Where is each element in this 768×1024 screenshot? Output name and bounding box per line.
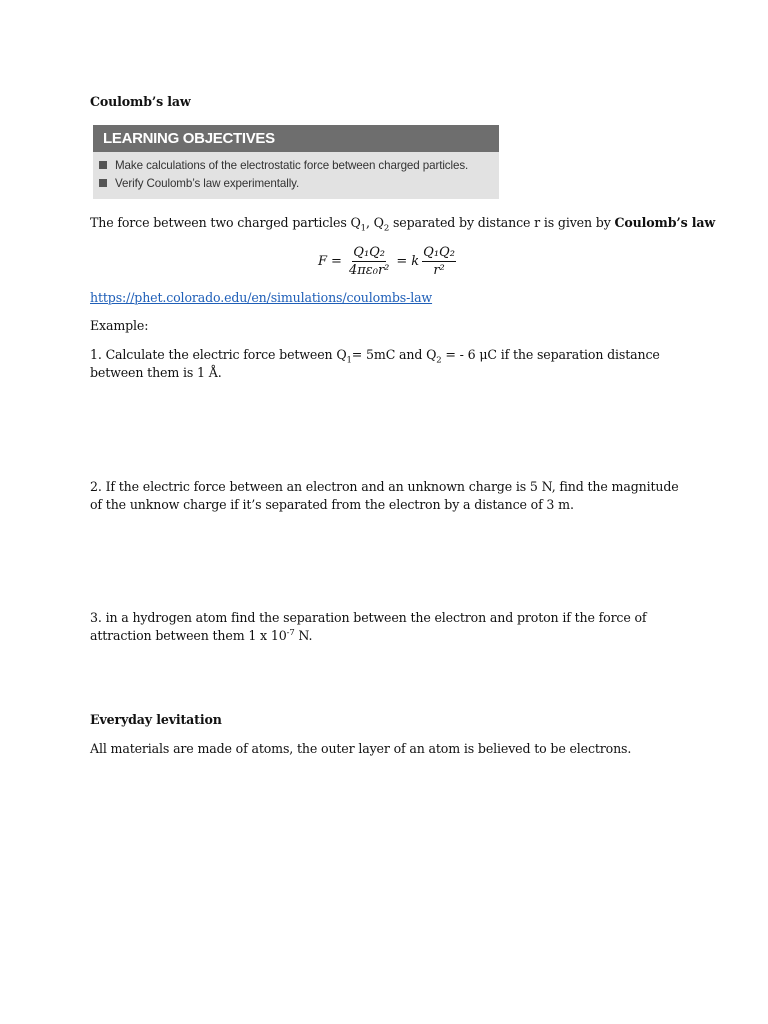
- page-heading: Coulomb’s law: [90, 94, 191, 109]
- phet-link-line: [90, 289, 680, 307]
- formula-constant-k: k: [411, 253, 420, 269]
- formula-equals: =: [331, 253, 342, 269]
- learning-objectives-title: LEARNING OBJECTIVES: [93, 125, 499, 152]
- formula-denominator-1: 4πε₀r²: [348, 262, 390, 278]
- formula-lhs: F: [318, 253, 328, 269]
- square-bullet-icon: [99, 179, 107, 187]
- example-label: Example:: [90, 318, 149, 333]
- levitation-paragraph: All materials are made of atoms, the outer layer of an atom is believed to be electrons.: [90, 741, 632, 756]
- section-heading-levitation: Everyday levitation: [90, 712, 222, 727]
- question-3: 3. in a hydrogen atom find the separation between the electron and proton if the force of attraction between them 1 x $10^{-7}$ N.: [90, 610, 647, 643]
- formula-equals: =: [396, 253, 408, 269]
- formula-numerator-2: Q₁Q₂: [423, 244, 455, 260]
- learning-objectives-box: [93, 125, 499, 199]
- question-1: 1. Calculate the electric force between $Q_1= 5mC$ and $Q_2$ = - 6 μC if the separation distance between them is 1 Å.: [90, 347, 660, 380]
- formula-fraction-1: [349, 245, 389, 278]
- formula-numerator-1: Q₁Q₂: [353, 244, 386, 260]
- learning-objective-item: Make calculations of the electrostatic force between charged particles.: [99, 158, 468, 174]
- question-2: 2. If the electric force between an electron and an unknown charge is 5 N, find the magnitude of the unknow charge if it’s separated from the electron by a distance of 3 m.: [90, 479, 679, 512]
- square-bullet-icon: [99, 161, 107, 169]
- formula-denominator-2: r²: [433, 262, 445, 278]
- formula-fraction-2: [422, 245, 456, 278]
- phet-simulation-link[interactable]: https://phet.colorado.edu/en/simulations/coulombs-law: [90, 290, 433, 305]
- intro-paragraph: The force between two charged particles $Q_1$, $Q_2$ separated by distance r is given by Coulomb’s law: [90, 215, 716, 234]
- learning-objective-item: Verify Coulomb’s law experimentally.: [99, 176, 299, 192]
- coulomb-formula: [318, 242, 459, 280]
